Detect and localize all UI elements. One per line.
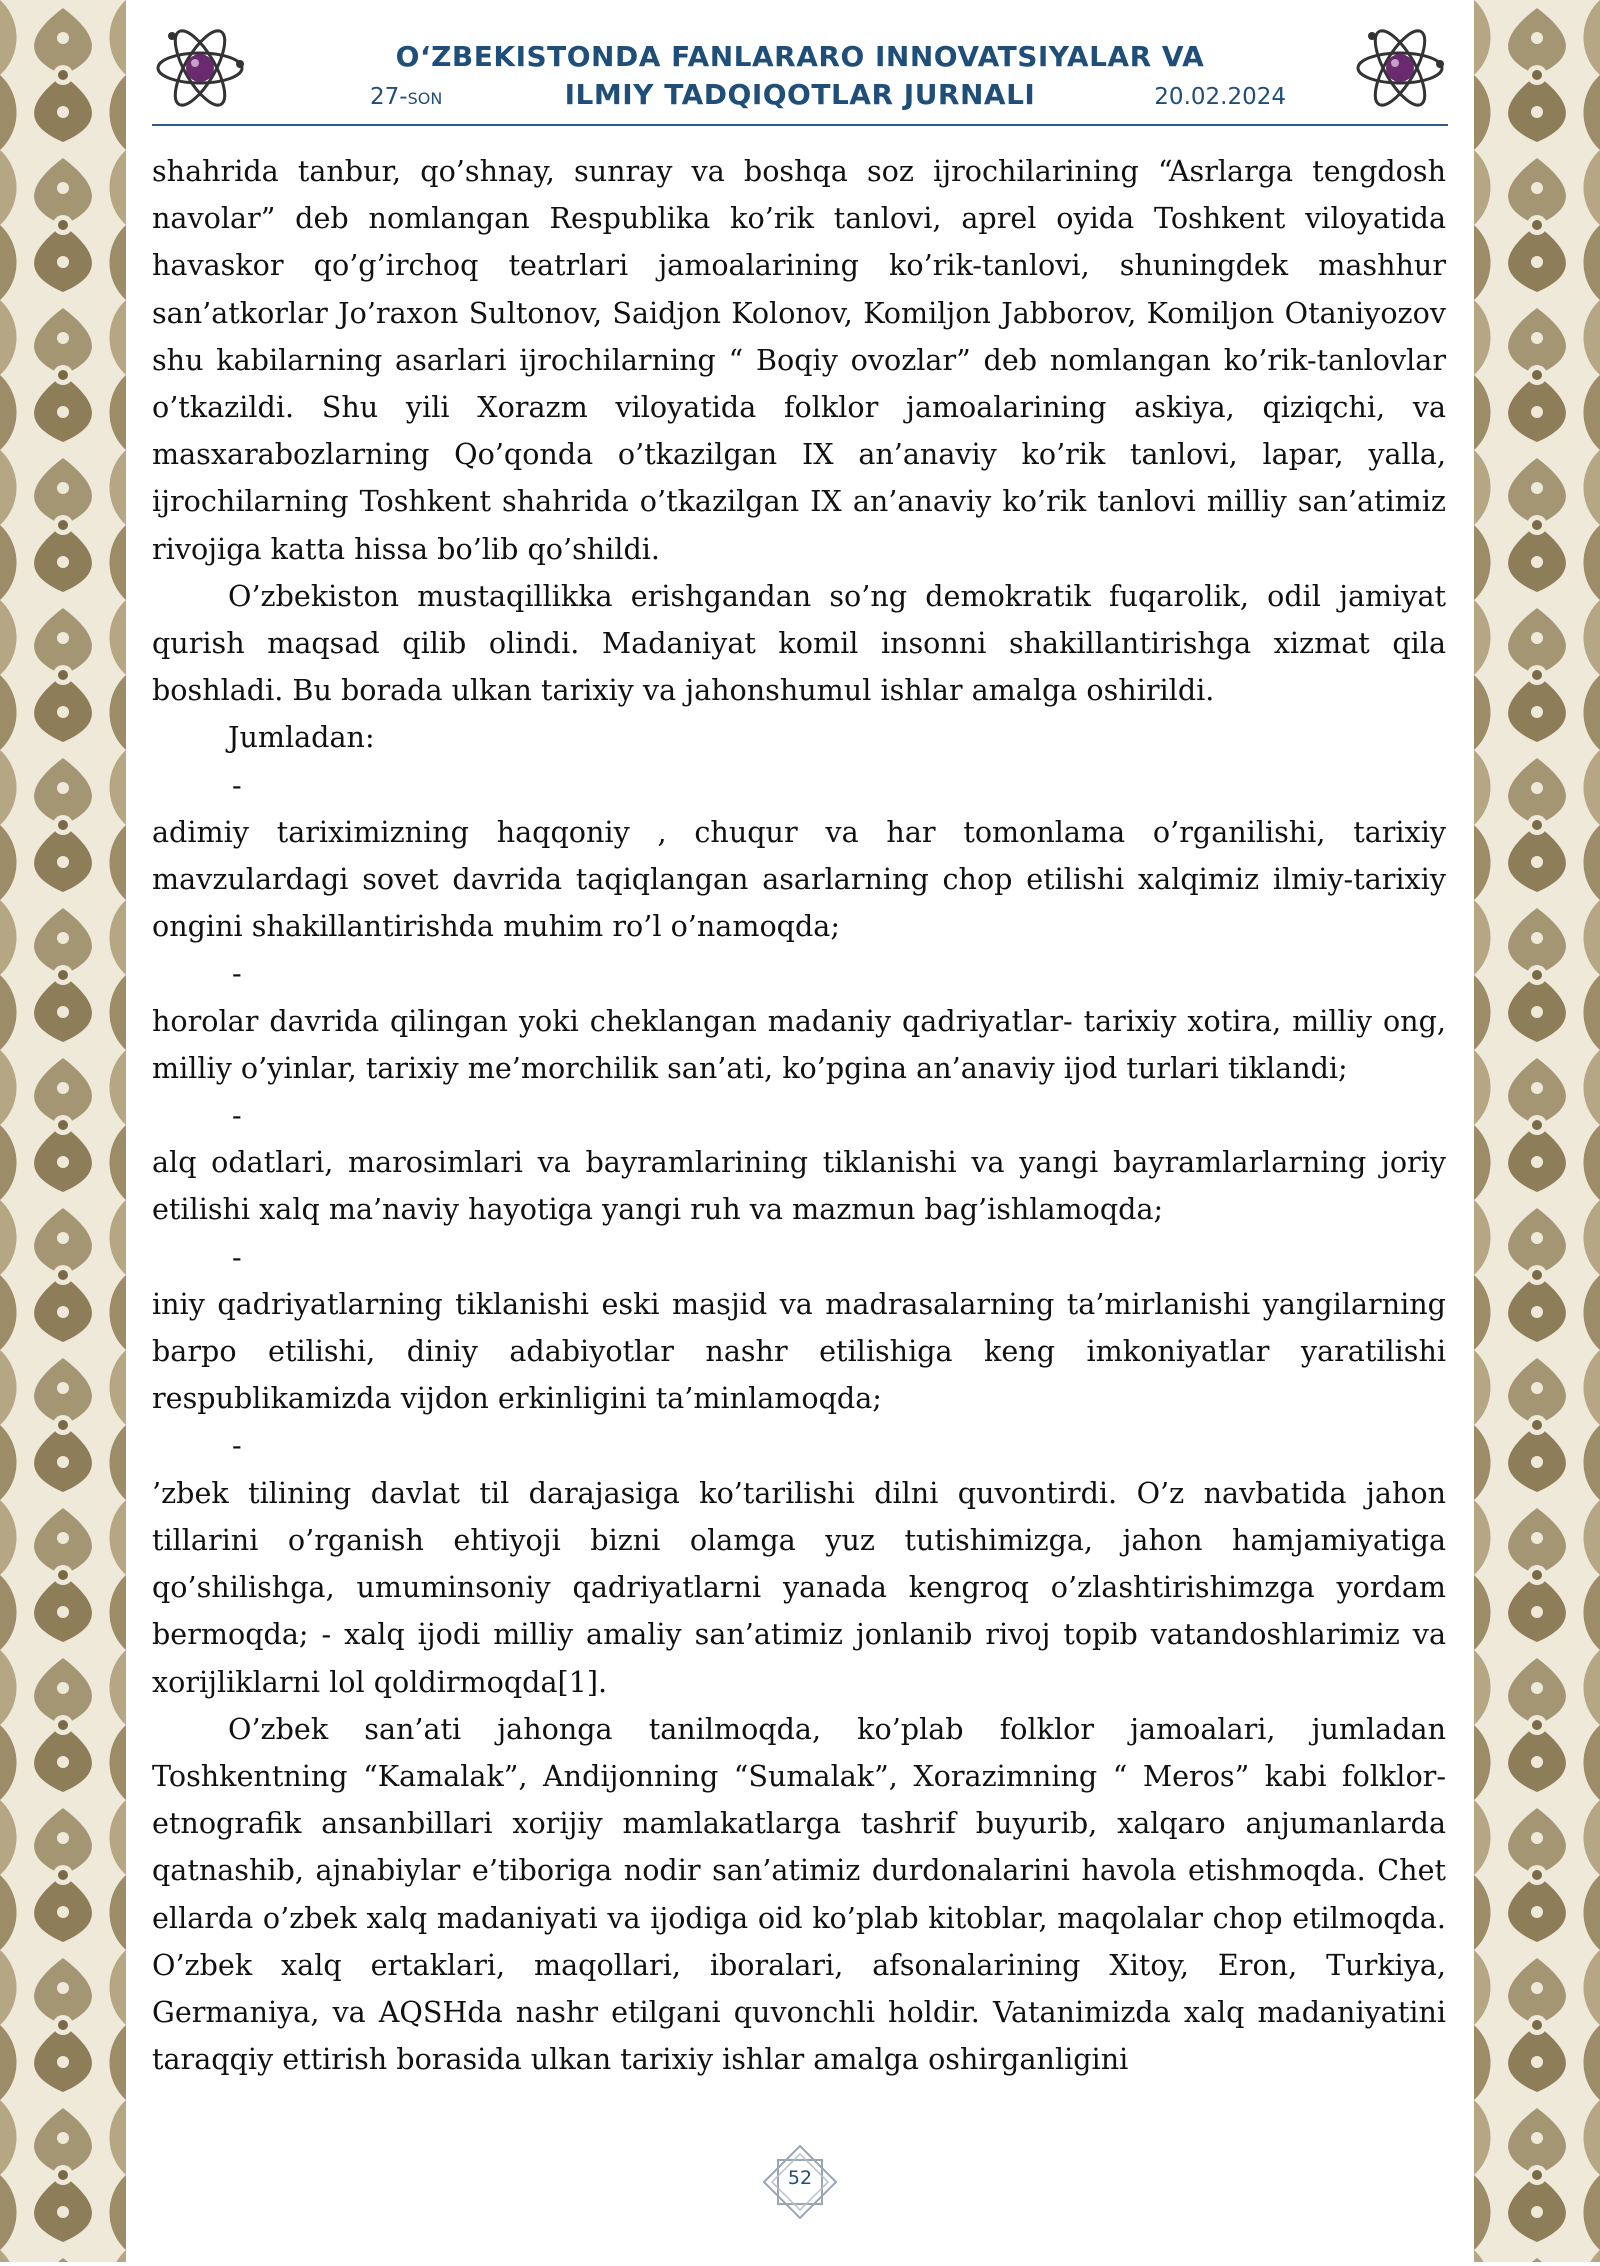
list-dash: - (232, 767, 242, 802)
page-number: 52 (787, 2167, 813, 2189)
article-body (152, 148, 1446, 2083)
journal-title-line2: ILMIY TADQIQOTLAR JURNALI (564, 78, 1036, 111)
list-item: horolar davrida qilingan yoki cheklangan madaniy qadriyatlar- tarixiy xotira, milliy ong, milliy o’yinlar, tarixiy me’morchilik san’ati, ko’pgina an’anaviy ijod turlari tiklandi; (152, 1003, 1446, 1085)
list-item: iniy qadriyatlarning tiklanishi eski masjid va madrasalarning ta’mirlanishi yangilarning barpo etilishi, diniy adabiyotlar nashr etilishiga keng imkoniyatlar yaratilishi respublikamizda vijdon erkinligini ta’minlamoqda; (152, 1286, 1446, 1416)
ornamental-border-right (1474, 0, 1600, 2262)
issue-number: 27-SON (370, 84, 443, 110)
header-rule (152, 124, 1448, 126)
ornamental-border-left (0, 0, 126, 2262)
list-dash: - (232, 1098, 242, 1133)
page-number-badge (750, 2142, 850, 2222)
issue-date: 20.02.2024 (1154, 84, 1286, 110)
journal-title-line1: O‘ZBEKISTONDA FANLARARO INNOVATSIYALAR VA (395, 40, 1205, 73)
list-item: adimiy tariximizning haqqoniy , chuqur va har tomonlama o’rganilishi, tarixiy mavzulardagi sovet davrida taqiqlangan asarlarning chop etilishi xalqimiz ilmiy-tarixiy ongini shakillantirishda muhim ro’l o’namoqda; (152, 814, 1446, 944)
paragraph: O’zbekiston mustaqillikka erishgandan so’ng demokratik fuqarolik, odil jamiyat qurish maqsad qilib olindi. Madaniyat komil insonni shakillantirishga xizmat qila boshladi. Bu borada ulkan tarixiy va jahonshumul ishlar amalga oshirildi. (152, 578, 1446, 708)
paragraph: O’zbek san’ati jahonga tanilmoqda, ko’plab folklor jamoalari, jumladan Toshkentning “Kamalak”, Andijonning “Sumalak”, Xorazimning “ Meros” kabi folklor-etnografik ansanbillari xorijiy mamlakatlarga tashrif buyurib, xalqaro anjumanlarda qatnashib, ajnabiylar e’tiboriga nodir san’atimiz durdonalarini havola etishmoqda. Chet ellarda o’zbek xalq madaniyati va ijodiga oid ko’plab kitoblar, maqolalar chop etilmoqda. O’zbek xalq ertaklari, maqollari, iboralari, afsonalarining Xitoy, Eron, Turkiya, Germaniya, va AQSHda nashr etilgani quvonchli holdir. Vatanimizda xalq madaniyatini taraqqiy ettirish borasida ulkan tarixiy ishlar amalga oshirganligini (152, 1711, 1446, 2077)
list-dash: - (232, 1239, 242, 1274)
list-item: ’zbek tilining davlat til darajasiga ko’tarilishi dilni quvontirdi. O’z navbatida jahon tillarini o’rganish ehtiyoji bizni olamga yuz tutishimizga, jahon hamjamiyatiga qo’shilishga, umuminsoniy qadriyatlarni yanada kengroq o’zlashtirishimzga yordam bermoqda; - xalq ijodi milliy amaliy san’atimiz jonlanib rivoj topib vatandoshlarimiz va xorijliklarni lol qoldirmoqda[1]. (152, 1475, 1446, 1699)
paragraph: Jumladan: (228, 720, 375, 755)
list-item: alq odatlari, marosimlari va bayramlarining tiklanishi va yangi bayramlarlarning joriy etilishi xalq ma’naviy hayotiga yangi ruh va mazmun bag’ishlamoqda; (152, 1145, 1446, 1227)
list-dash: - (232, 956, 242, 991)
list-dash: - (232, 1428, 242, 1463)
paragraph: shahrida tanbur, qo’shnay, sunray va boshqa soz ijrochilarining “Asrlarga tengdosh navolar” deb nomlangan Respublika ko’rik tanlovi, aprel oyida Toshkent viloyatida havaskor qo’g’irchoq teatrlari jamoalarining ko’rik-tanlovi, shuningdek mashhur san’atkorlar Jo’raxon Sultonov, Saidjon Kolonov, Komiljon Jabborov, Komiljon Otaniyozov shu kabilarning asarlari ijrochilarning “ Boqiy ovozlar” deb nomlangan ko’rik-tanlovlar o’tkazildi. Shu yili Xorazm viloyatida folklor jamoalarining askiya, qiziqchi, va masxarabozlarning Qo’qonda o’tkazilgan IX an’anaviy ko’rik tanlovi, lapar, yalla, ijrochilarning Toshkent shahrida o’tkazilgan IX an’anaviy ko’rik tanlovi milliy san’atimiz rivojiga katta hissa bo’lib qo’shildi. (152, 154, 1446, 566)
journal-header (148, 18, 1452, 128)
atom-icon (1352, 20, 1448, 116)
